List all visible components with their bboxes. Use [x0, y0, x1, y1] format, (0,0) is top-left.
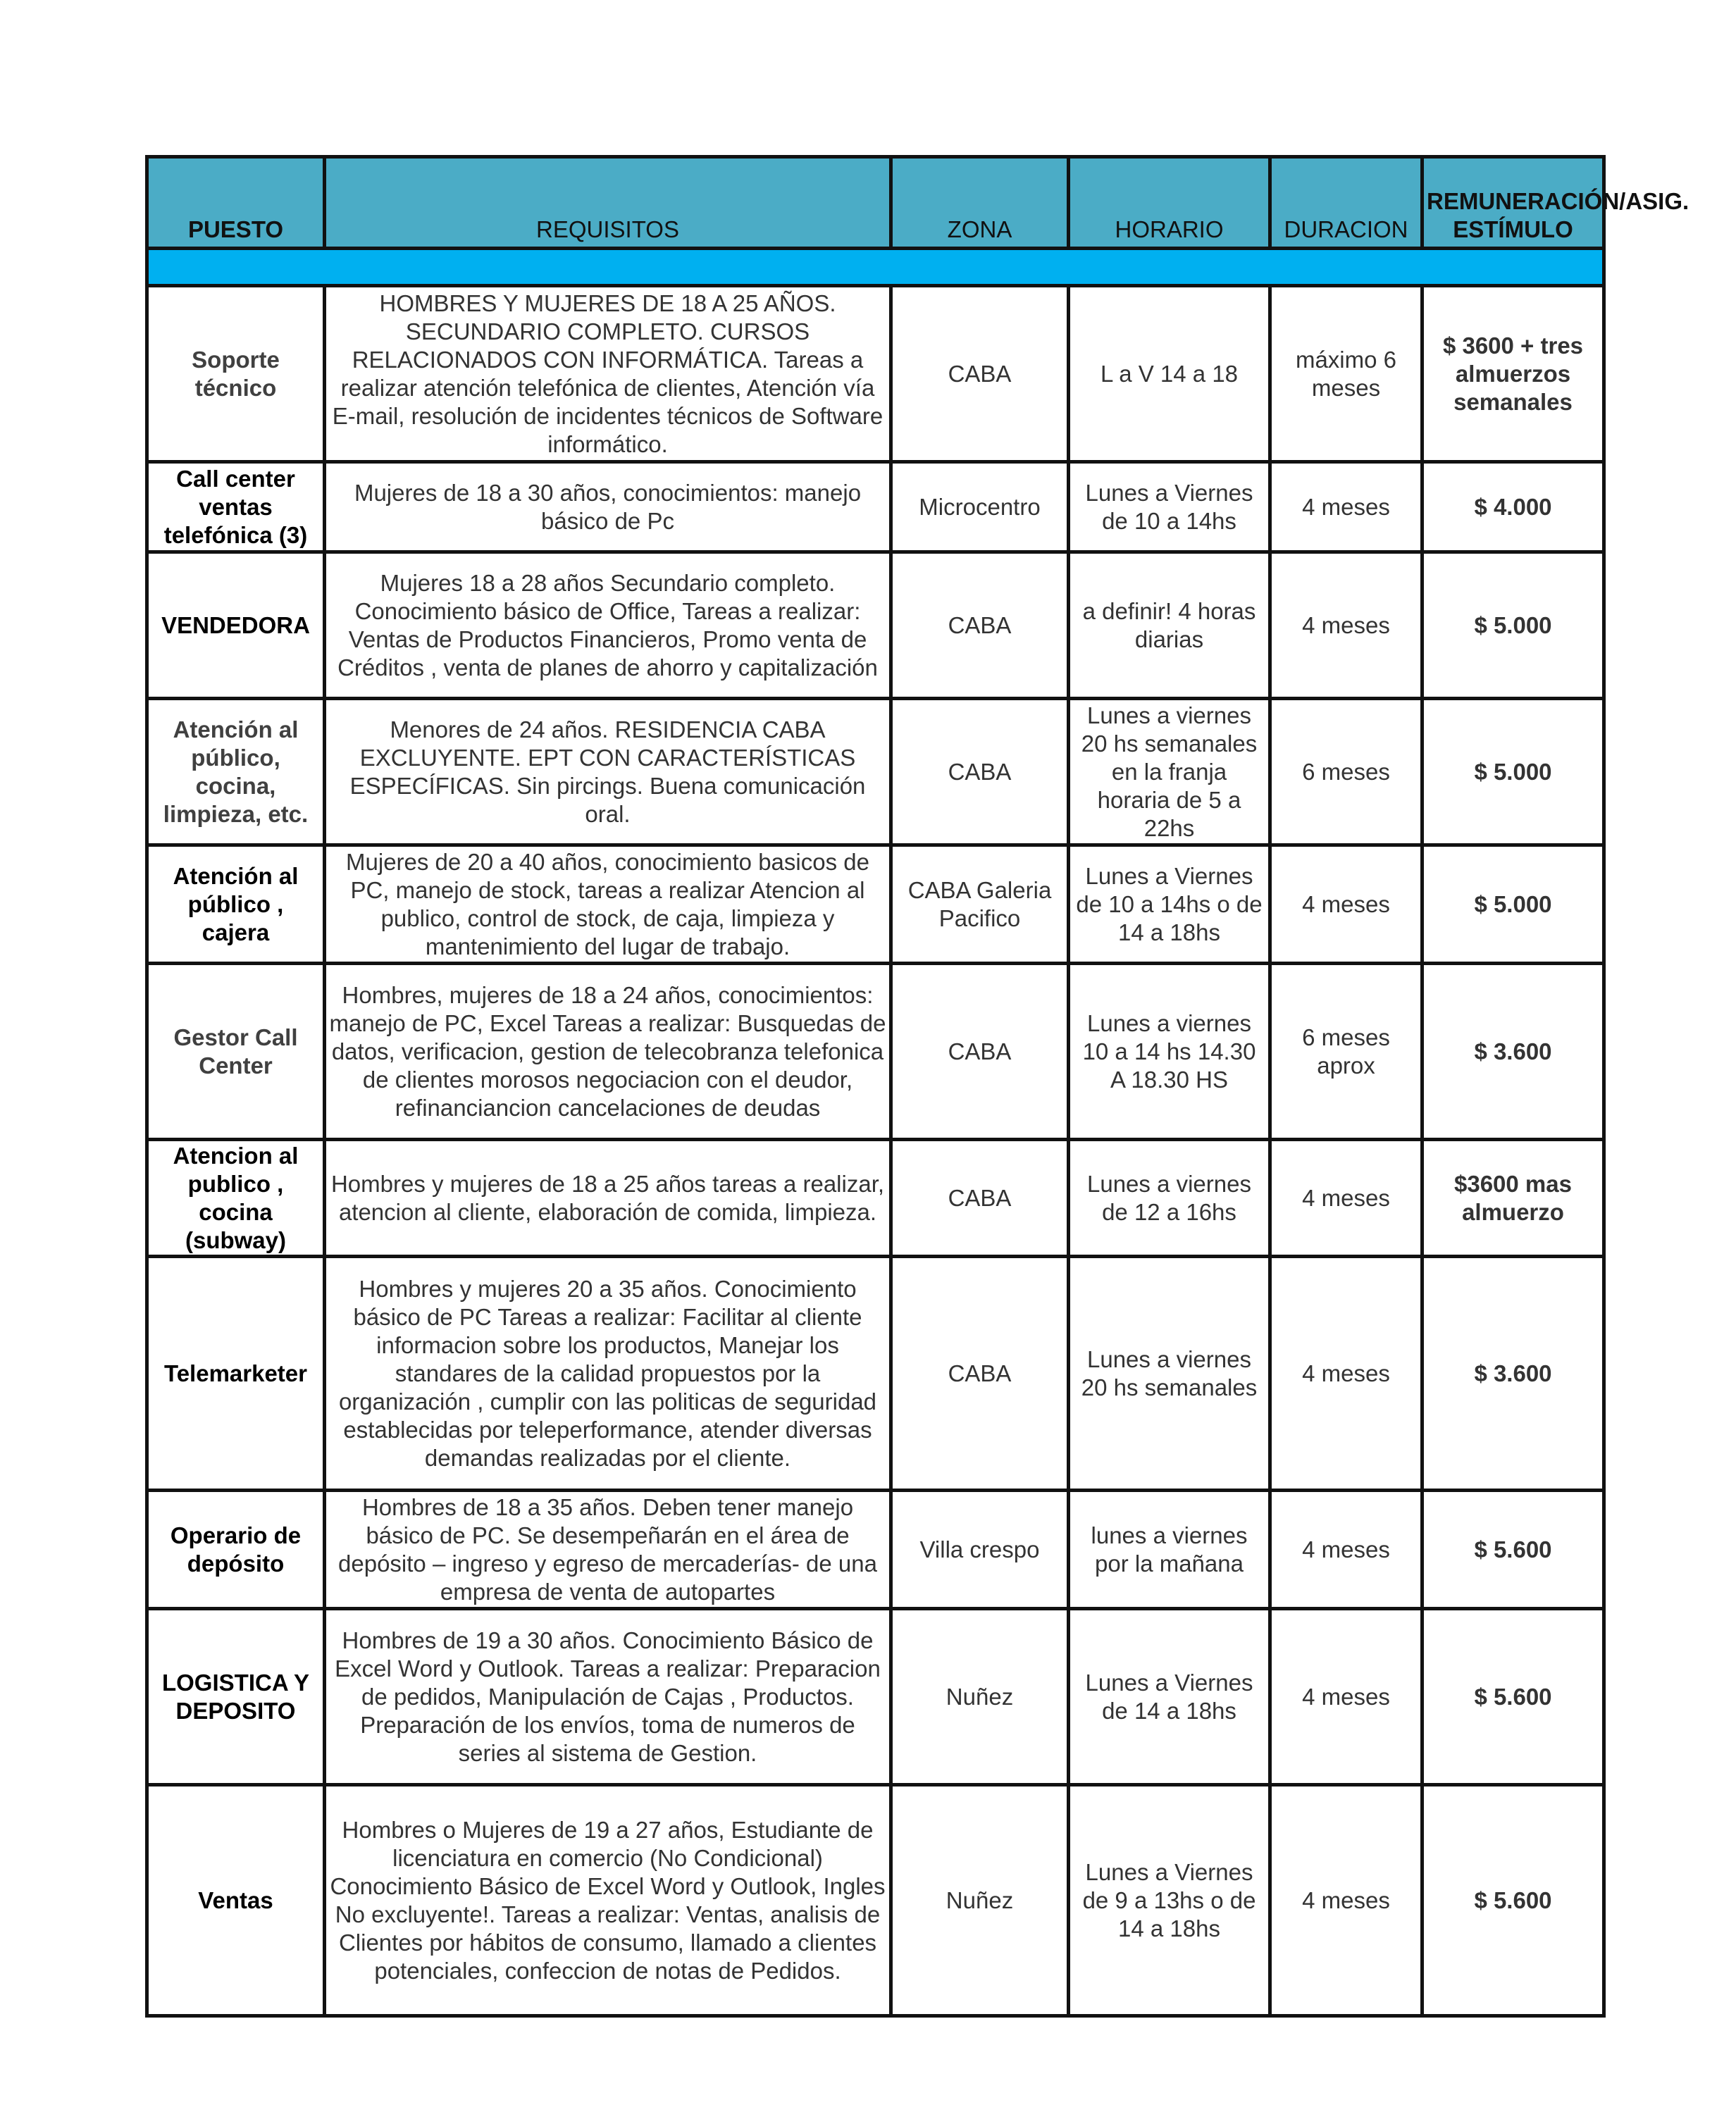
blue-band [147, 249, 1604, 286]
table-row [147, 552, 1604, 699]
duracion-cell: 4 meses [1270, 1257, 1422, 1491]
table-row [147, 1140, 1604, 1257]
remuneracion-cell: $3600 mas almuerzo [1422, 1140, 1604, 1257]
duracion-cell: 4 meses [1270, 1785, 1422, 2016]
puesto-cell: Gestor Call Center [147, 964, 325, 1140]
horario-cell: Lunes a viernes 20 hs semanales [1069, 1257, 1270, 1491]
remuneracion-cell: $ 5.600 [1422, 1609, 1604, 1785]
header-remuneracion: REMUNERACIÓN/ASIG. ESTÍMULO [1422, 157, 1604, 249]
requisitos-cell: Hombres y mujeres de 18 a 25 años tareas a realizar, atencion al cliente, elaboración de comida, limpieza. [325, 1140, 891, 1257]
table-row [147, 699, 1604, 845]
requisitos-cell: Hombres o Mujeres de 19 a 27 años, Estudiante de licenciatura en comercio (No Condicional) Conocimiento Básico de Excel Word y Outlook, Ingles No excluyente!. Tareas a realizar: Ventas, analisis de Clientes por hábitos de consumo, llamado a clientes potenciales, confeccion de notas de Pedidos. [325, 1785, 891, 2016]
requisitos-cell: Hombres, mujeres de 18 a 24 años, conocimientos: manejo de PC, Excel Tareas a realizar: Busquedas de datos, verificacion, gestion de telecobranza telefonica de clientes morosos negociacion con el deudor, refinanciancion cancelaciones de deudas [325, 964, 891, 1140]
zona-cell: Nuñez [891, 1785, 1069, 2016]
puesto-cell: Soporte técnico [147, 286, 325, 462]
puesto-cell: VENDEDORA [147, 552, 325, 699]
remuneracion-cell: $ 5.600 [1422, 1491, 1604, 1609]
table-row [147, 1785, 1604, 2016]
duracion-cell: 4 meses [1270, 1140, 1422, 1257]
zona-cell: CABA [891, 1140, 1069, 1257]
header-duracion: DURACION [1270, 157, 1422, 249]
duracion-cell: 4 meses [1270, 1491, 1422, 1609]
header-puesto: PUESTO [147, 157, 325, 249]
table-row [147, 1257, 1604, 1491]
requisitos-cell: Hombres de 19 a 30 años. Conocimiento Básico de Excel Word y Outlook. Tareas a realizar: Preparacion de pedidos, Manipulación de Cajas , Productos. Preparación de los envíos, toma de numeros de series al sistema de Gestion. [325, 1609, 891, 1785]
duracion-cell: 4 meses [1270, 1609, 1422, 1785]
header-requisitos: REQUISITOS [325, 157, 891, 249]
horario-cell: Lunes a Viernes de 9 a 13hs o de 14 a 18hs [1069, 1785, 1270, 2016]
horario-cell: a definir! 4 horas diarias [1069, 552, 1270, 699]
requisitos-cell: Mujeres de 20 a 40 años, conocimiento basicos de PC, manejo de stock, tareas a realizar Atencion al publico, control de stock, de caja, limpieza y mantenimiento del lugar de trabajo. [325, 845, 891, 964]
duracion-cell: 4 meses [1270, 552, 1422, 699]
remuneracion-cell: $ 3.600 [1422, 964, 1604, 1140]
requisitos-cell: Mujeres 18 a 28 años Secundario completo. Conocimiento básico de Office, Tareas a realizar: Ventas de Productos Financieros, Promo venta de Créditos , venta de planes de ahorro y capitalización [325, 552, 891, 699]
zona-cell: CABA [891, 1257, 1069, 1491]
remuneracion-cell: $ 3.600 [1422, 1257, 1604, 1491]
table-row [147, 845, 1604, 964]
duracion-cell: 6 meses aprox [1270, 964, 1422, 1140]
horario-cell: Lunes a viernes 20 hs semanales en la franja horaria de 5 a 22hs [1069, 699, 1270, 845]
zona-cell: CABA Galeria Pacifico [891, 845, 1069, 964]
requisitos-cell: Hombres de 18 a 35 años. Deben tener manejo básico de PC. Se desempeñarán en el área de depósito – ingreso y egreso de mercaderías- de una empresa de venta de autopartes [325, 1491, 891, 1609]
puesto-cell: Call center ventas telefónica (3) [147, 462, 325, 552]
header-zona: ZONA [891, 157, 1069, 249]
puesto-cell: Operario de depósito [147, 1491, 325, 1609]
requisitos-cell: Hombres y mujeres 20 a 35 años. Conocimiento básico de PC Tareas a realizar: Facilitar al cliente informacion sobre los productos, Manejar los standares de la calidad propuestos por la organización , cumplir con las politicas de seguridad establecidas por teleperformance, atender diversas demandas realizadas por el cliente. [325, 1257, 891, 1491]
zona-cell: CABA [891, 964, 1069, 1140]
zona-cell: CABA [891, 699, 1069, 845]
remuneracion-cell: $ 5.000 [1422, 845, 1604, 964]
remuneracion-cell: $ 5.600 [1422, 1785, 1604, 2016]
duracion-cell: 4 meses [1270, 462, 1422, 552]
remuneracion-cell: $ 3600 + tres almuerzos semanales [1422, 286, 1604, 462]
zona-cell: Villa crespo [891, 1491, 1069, 1609]
table-row [147, 964, 1604, 1140]
horario-cell: Lunes a viernes de 12 a 16hs [1069, 1140, 1270, 1257]
table-row [147, 286, 1604, 462]
horario-cell: Lunes a Viernes de 10 a 14hs o de 14 a 18hs [1069, 845, 1270, 964]
puesto-cell: Atencion al publico , cocina (subway) [147, 1140, 325, 1257]
duracion-cell: máximo 6 meses [1270, 286, 1422, 462]
zona-cell: Nuñez [891, 1609, 1069, 1785]
header-band [147, 249, 1604, 286]
remuneracion-cell: $ 5.000 [1422, 699, 1604, 845]
remuneracion-cell: $ 4.000 [1422, 462, 1604, 552]
requisitos-cell: Menores de 24 años. RESIDENCIA CABA EXCLUYENTE. EPT CON CARACTERÍSTICAS ESPECÍFICAS. Sin pircings. Buena comunicación oral. [325, 699, 891, 845]
duracion-cell: 4 meses [1270, 845, 1422, 964]
horario-cell: L a V 14 a 18 [1069, 286, 1270, 462]
zona-cell: CABA [891, 286, 1069, 462]
horario-cell: Lunes a Viernes de 10 a 14hs [1069, 462, 1270, 552]
job-listings-table [145, 155, 1690, 2018]
horario-cell: Lunes a Viernes de 14 a 18hs [1069, 1609, 1270, 1785]
header-horario: HORARIO [1069, 157, 1270, 249]
zona-cell: Microcentro [891, 462, 1069, 552]
puesto-cell: Atención al público , cajera [147, 845, 325, 964]
table-row [147, 462, 1604, 552]
puesto-cell: Atención al público, cocina, limpieza, etc. [147, 699, 325, 845]
puesto-cell: Ventas [147, 1785, 325, 2016]
requisitos-cell: Mujeres de 18 a 30 años, conocimientos: manejo básico de Pc [325, 462, 891, 552]
header-row [147, 157, 1604, 249]
requisitos-cell: HOMBRES Y MUJERES DE 18 A 25 AÑOS. SECUNDARIO COMPLETO. CURSOS RELACIONADOS CON INFORMÁTICA. Tareas a realizar atención telefónica de clientes, Atención vía E-mail, resolución de incidentes técnicos de Software informático. [325, 286, 891, 462]
remuneracion-cell: $ 5.000 [1422, 552, 1604, 699]
duracion-cell: 6 meses [1270, 699, 1422, 845]
table-row [147, 1609, 1604, 1785]
puesto-cell: LOGISTICA Y DEPOSITO [147, 1609, 325, 1785]
puesto-cell: Telemarketer [147, 1257, 325, 1491]
horario-cell: Lunes a viernes 10 a 14 hs 14.30 A 18.30 HS [1069, 964, 1270, 1140]
zona-cell: CABA [891, 552, 1069, 699]
table-row [147, 1491, 1604, 1609]
horario-cell: lunes a viernes por la mañana [1069, 1491, 1270, 1609]
